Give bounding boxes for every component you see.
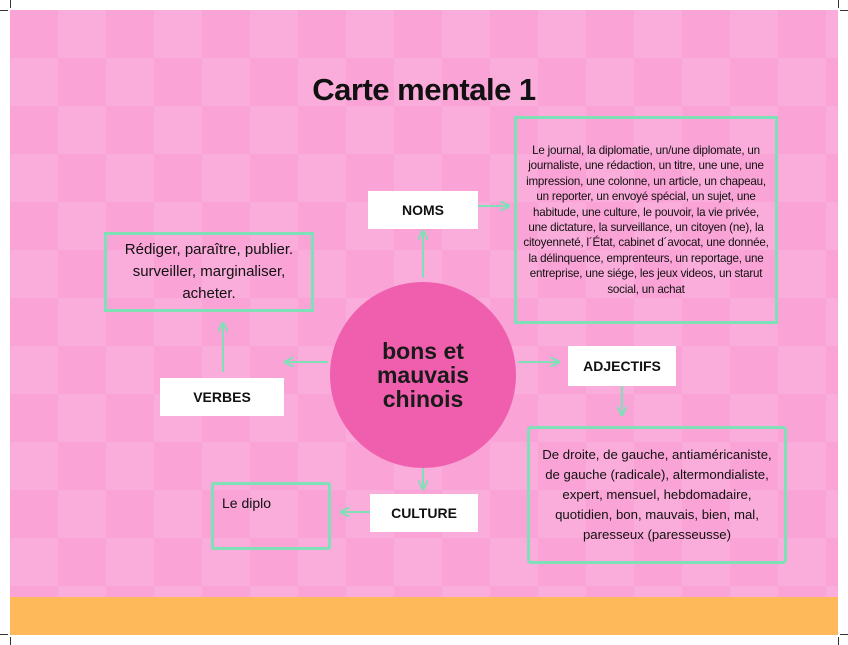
footer-band [10, 597, 838, 635]
central-topic-circle [330, 282, 516, 468]
adjectifs-content-box [527, 426, 787, 564]
noms-label: NOMS [368, 191, 478, 229]
crop-mark [838, 637, 839, 645]
culture-content-box [211, 482, 331, 550]
culture-label: CULTURE [370, 494, 478, 532]
noms-content-text: Le journal, la diplomatie, un/une diplomate, un journaliste, une rédaction, un titre, une une, une impression, une colonne, un article, un chapeau, un reporter, un envoyé spécial, un sujet, une habitude, une culture, le pouvoir, la vie privée, une dictature, la surveillance, un citoyen (ne), la citoyenneté, l´État, cabinet d´avocat, une donnée, la délinquence, emprenteurs, un reportage, une entreprise, une siége, les jeux videos, un starut social, un achat [523, 143, 769, 296]
adjectifs-content-text: De droite, de gauche, antiaméricaniste, de gauche (radicale), altermondialiste, expert, mensuel, hebdomadaire, quotidien, bon, mauvais, bien, mal, paresseux (paresseusse) [542, 447, 772, 542]
crop-mark [10, 637, 11, 645]
verbes-content-box [104, 232, 314, 312]
central-topic-text: bons et mauvais chinois [376, 338, 470, 412]
page-title: Carte mentale 1 [312, 72, 536, 107]
crop-mark [0, 10, 8, 11]
verbes-label: VERBES [160, 378, 284, 416]
adjectifs-label: ADJECTIFS [568, 346, 676, 386]
crop-mark [10, 0, 11, 8]
crop-mark [838, 0, 839, 8]
noms-content-box [514, 116, 778, 324]
crop-mark [0, 634, 8, 635]
crop-mark [840, 634, 848, 635]
mind-map-page [10, 10, 838, 635]
crop-mark [840, 10, 848, 11]
culture-content-text: Le diplo [222, 495, 272, 511]
verbes-content-text: Rédiger, paraître, publier. surveiller, marginaliser, acheter. [124, 241, 294, 302]
